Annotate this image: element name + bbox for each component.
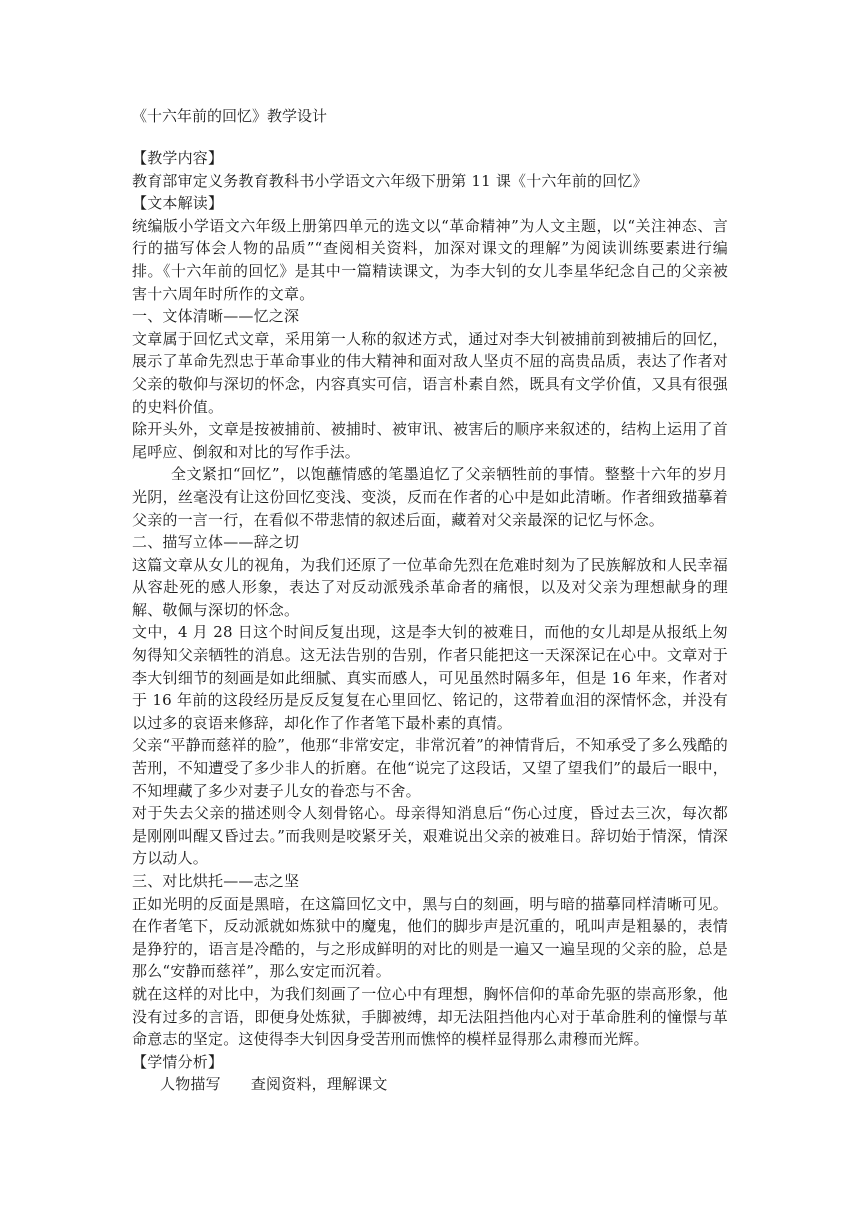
analysis-item-2: 查阅资料，理解课文	[250, 1075, 388, 1094]
analysis-row	[132, 1073, 728, 1096]
paragraph-description-3: 父亲“平静而慈祥的脸”，他那“非常安定，非常沉着”的神情背后，不知承受了多么残酷的苦刑，不知遭受了多少非人的折磨。在他“说完了这段话，又望了望我们”的最后一眼中，不知埋藏了多少对妻子儿女的眷恋与不舍。	[132, 736, 728, 800]
document-title: 《十六年前的回忆》教学设计	[132, 107, 328, 125]
paragraph-content-source: 教育部审定义务教育教科书小学语文六年级下册第 11 课《十六年前的回忆》	[132, 171, 648, 190]
paragraph-description-4: 对于失去父亲的描述则令人刻骨铭心。母亲得知消息后“伤心过度，昏过去三次，每次都是刚刚叫醒又昏过去。”而我则是咬紧牙关，艰难说出父亲的被难日。辞切始于情深，情深方以动人。	[132, 804, 728, 868]
paragraph-contrast-1: 正如光明的反面是黑暗，在这篇回忆文中，黑与白的刻画，明与暗的描摹同样清晰可见。在作者笔下，反动派就如炼狱中的魔鬼，他们的脚步声是沉重的，吼叫声是粗暴的，表情是狰狞的，语言是冷酷的，与之形成鲜明的对比的则是一遍又一遍呈现的父亲的脸，总是那么“安静而慈祥”，那么安定而沉着。	[132, 894, 728, 981]
subheading-description: 二、描写立体——辞之切	[132, 533, 300, 552]
paragraph-description-1: 这篇文章从女儿的视角，为我们还原了一位革命先烈在危难时刻为了民族解放和人民幸福从容赴死的感人形象，表达了对反动派残杀革命者的痛恨，以及对父亲为理想献身的理解、敬佩与深切的怀念。	[132, 555, 728, 619]
paragraph-style-2: 除开头外，文章是按被捕前、被捕时、被审讯、被害后的顺序来叙述的，结构上运用了首尾呼应、倒叙和对比的写作手法。	[132, 420, 728, 461]
section-heading-student-analysis: 【学情分析】	[132, 1052, 224, 1071]
paragraph-contrast-2: 就在这样的对比中，为我们刻画了一位心中有理想，胸怀信仰的革命先驱的崇高形象，他没有过多的言语，即便身处炼狱，手脚被缚，却无法阻挡他内心对于革命胜利的憧憬与革命意志的坚定。这使得李大钊因身受苦刑而憔悴的模样显得那么肃穆而光辉。	[132, 984, 728, 1049]
analysis-item-1: 人物描写	[160, 1075, 221, 1094]
section-heading-text-reading: 【文本解读】	[132, 194, 224, 213]
paragraph-description-2: 文中，4 月 28 日这个时间反复出现，这是李大钊的被难日，而他的女儿却是从报纸上匆匆得知父亲牺牲的消息。这无法告别的告别，作者只能把这一天深深记在心中。文章对于李大钊细节的刻画是如此细腻、真实而感人，可见虽然时隔多年，但是 16 年来，作者对于 16 年前的这段经历是反反复复在心里回忆、铭记的，这带着血泪的深情怀念，并没有以过多的哀语来修辞，却化作了作者笔下最朴素的真情。	[132, 623, 728, 732]
paragraph-style-3: 全文紧扣“回忆”，以饱蘸情感的笔墨追忆了父亲牺牲前的事情。整整十六年的岁月光阴，丝毫没有让这份回忆变浅、变淡，反而在作者的心中是如此清晰。作者细致描摹着父亲的一言一行，在看似不带悲情的叙述后面，藏着对父亲最深的记忆与怀念。	[132, 465, 728, 529]
paragraph-unit-intro: 统编版小学语文六年级上册第四单元的选文以“革命精神”为人文主题，以“关注神态、言行的描写体会人物的品质”“查阅相关资料，加深对课文的理解”为阅读训练要素进行编排。《十六年前的回忆》是其中一篇精读课文，为李大钊的女儿李星华纪念自己的父亲被害十六周年时所作的文章。	[132, 216, 728, 303]
document-body	[132, 147, 728, 1096]
paragraph-style-1: 文章属于回忆式文章，采用第一人称的叙述方式，通过对李大钊被捕前到被捕后的回忆，展示了革命先烈忠于革命事业的伟大精神和面对敌人坚贞不屈的高贵品质，表达了作者对父亲的敬仰与深切的怀念，内容真实可信，语言朴素自然，既具有文学价值，又具有很强的史料价值。	[132, 329, 728, 416]
section-heading-content: 【教学内容】	[132, 149, 224, 167]
subheading-contrast: 三、对比烘托——志之坚	[132, 872, 300, 890]
subheading-style: 一、文体清晰——忆之深	[132, 307, 300, 326]
